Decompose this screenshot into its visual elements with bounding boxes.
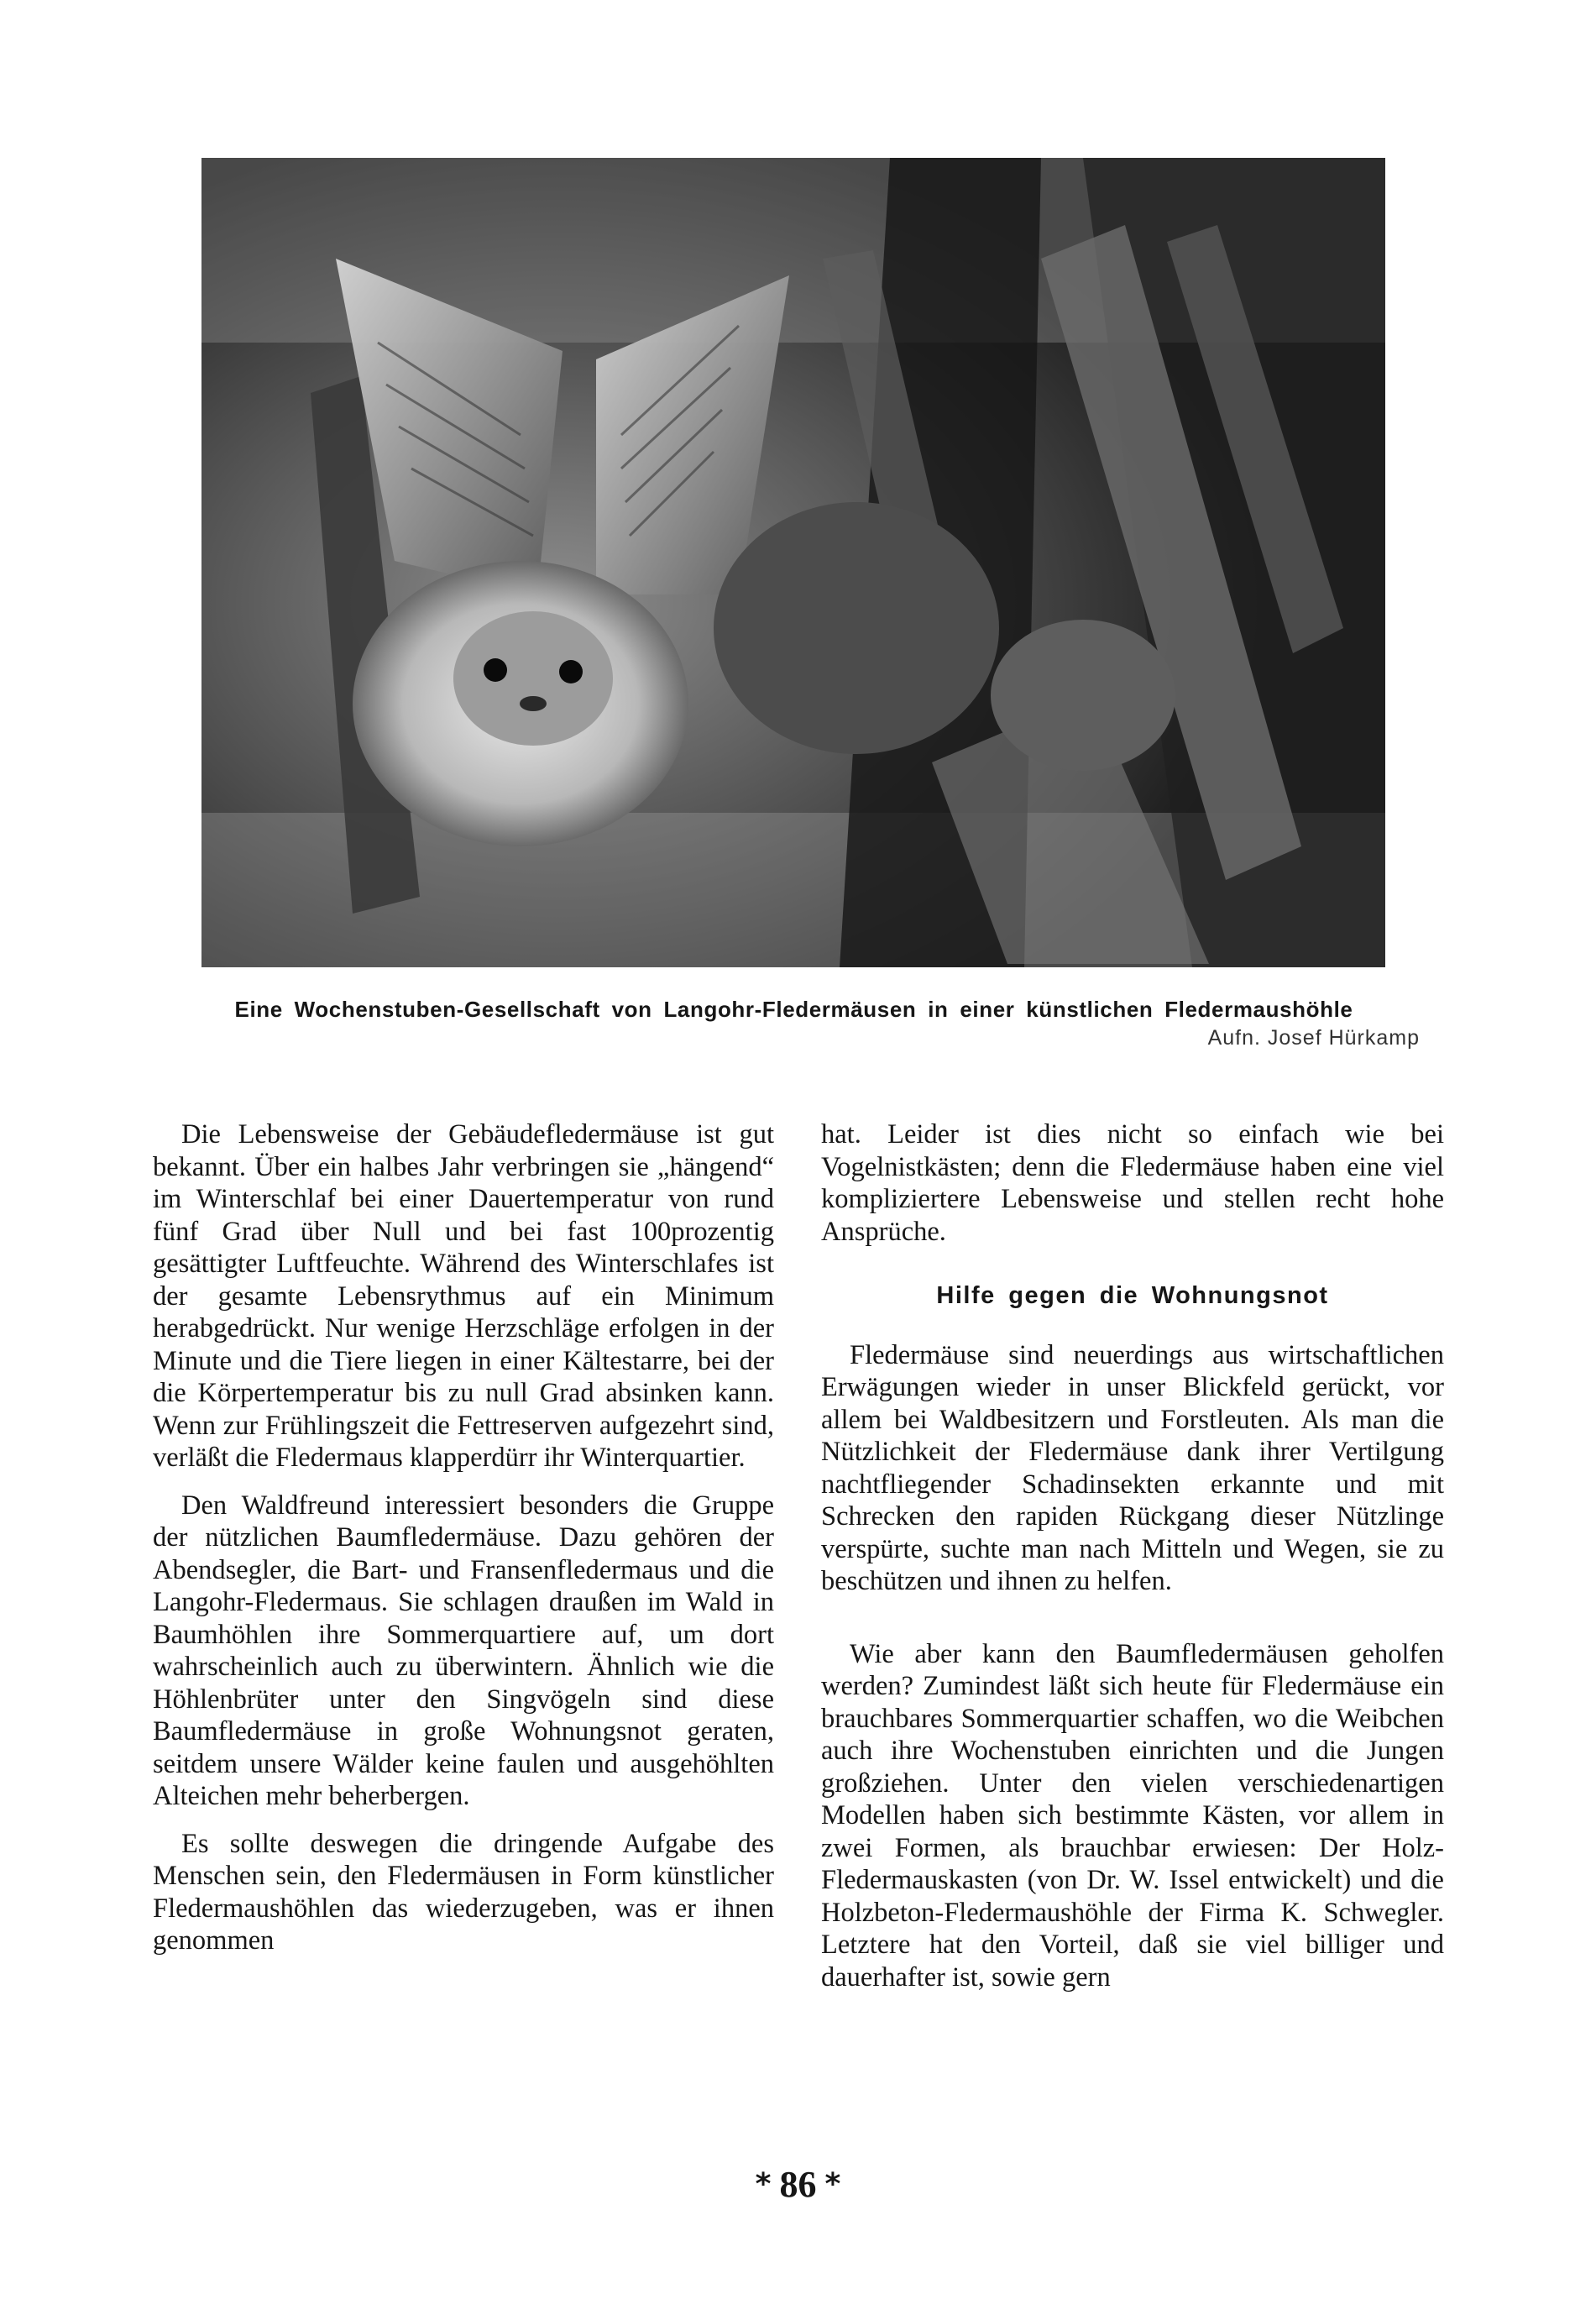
- bat-photo-illustration: [201, 158, 1385, 967]
- paragraph: Wie aber kann den Baumfledermäusen geholfen werden? Zumindest läßt sich heute für Fledermäuse ein brauchbares Sommerquartier schaffen, wo die Weibchen auch ihre Wochenstuben einrichten und die Jungen großziehen. Unter den vielen verschiedenartigen Modellen haben sich bestimmte Kästen, vor allem in zwei Formen, als brauchbar erwiesen: Der Holz-Fledermauskasten (von Dr. W. Issel entwickelt) und die Holzbeton-Fledermaushöhle der Firma K. Schwegler. Letztere hat den Vorteil, daß sie viel billiger und dauerhafter ist, sowie gern: [821, 1638, 1444, 1993]
- paragraph: Die Lebensweise der Gebäudefledermäuse ist gut bekannt. Über ein halbes Jahr verbringen sie „hängend“ im Winterschlaf bei einer Dauertemperatur von rund fünf Grad über Null und bei fast 100prozentig gesättigter Luftfeuchte. Während des Winterschlafes ist der gesamte Lebensrythmus auf ein Minimum herabgedrückt. Nur wenige Herzschläge erfolgen in der Minute und die Tiere liegen in einer Kältestarre, bei der die Körpertemperatur bis zu null Grad absinken kann. Wenn zur Frühlingszeit die Fettreserven aufgezehrt sind, verläßt die Fledermaus klapperdürr ihr Winterquartier.: [153, 1119, 774, 1473]
- paragraph-continuation: hat. Leider ist dies nicht so einfach wie bei Vogelnistkästen; denn die Fledermäuse haben eine viel kompliziertere Lebensweise und stellen recht hohe Ansprüche.: [821, 1119, 1444, 1247]
- page-number-footer: [0, 2163, 1596, 2206]
- photo-caption: Eine Wochenstuben-Gesellschaft von Langohr-Fledermäusen in einer künstlichen Fledermaushöhle: [234, 997, 1353, 1022]
- paragraph: Fledermäuse sind neuerdings aus wirtschaftlichen Erwägungen wieder in unser Blickfeld gerückt, vor allem bei Waldbesitzern und Forstleuten. Als man die Nützlichkeit der Fledermäuse dank ihrer Vertilgung nachtfliegender Schadinsekten erkannte und mit Schrecken den rapiden Rückgang dieser Nützlinge verspürte, suchte man nach Mitteln und Wegen, sie zu beschützen und ihnen zu helfen.: [821, 1339, 1444, 1596]
- section-heading: Hilfe gegen die Wohnungsnot: [936, 1282, 1329, 1309]
- paragraph: Es sollte deswegen die dringende Aufgabe des Menschen sein, den Fledermäusen in Form künstlicher Fledermaushöhlen das wiederzugeben, was er ihnen genommen: [153, 1828, 774, 1956]
- paragraph: Den Waldfreund interessiert besonders die Gruppe der nützlichen Baumfledermäuse. Dazu gehören der Abendsegler, die Bart- und Fransenfledermaus und die Langohr-Fledermaus. Sie schlagen draußen im Wald in Baumhöhlen ihre Sommerquartiere auf, um dort wahrscheinlich auch zu überwintern. Ähnlich wie die Höhlenbrüter unter den Singvögeln sind diese Baumfledermäuse in große Wohnungsnot geraten, seitdem unsere Wälder keine faulen und ausgehöhlten Alteichen mehr beherbergen.: [153, 1490, 774, 1811]
- right-column: [821, 1118, 1444, 1993]
- star-ornament-right: *: [824, 2167, 841, 2202]
- left-column: [153, 1118, 774, 1957]
- photo-credit: Aufn. Josef Hürkamp: [1207, 1026, 1420, 1050]
- star-ornament-left: *: [755, 2167, 772, 2202]
- page-number: 86: [779, 2164, 817, 2205]
- bat-colony-photo: [201, 158, 1385, 967]
